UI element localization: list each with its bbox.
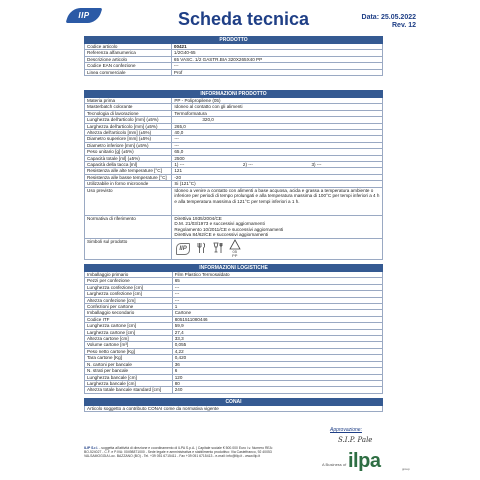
product-table [84,36,383,76]
table-row [85,162,383,168]
approval-label: Approvazione: [330,427,362,433]
field-label: Codice articolo [85,44,172,50]
field-value: Film Plastico Termosaldato [172,272,382,278]
field-value: 2500 [172,155,383,161]
field-value: --- [172,284,382,290]
regulation-line: Direttiva 84/62/CE e successivi aggiornamenti [174,231,269,237]
notch-capacity-3: 3) --- [311,162,322,168]
regulation-line: Direttiva 1935/2004/CE [174,215,222,221]
glass-fork-icon [212,242,224,256]
field-value: --- [172,136,383,142]
field-value: 59,9 [172,323,382,329]
field-label: Imballaggio primario [85,272,173,278]
table-row [85,69,383,75]
signature: S.I.P. Pale [338,436,373,444]
field-label: Lunghezza bancale [cm] [85,374,173,380]
table-row [85,387,383,393]
field-value: 00421 [171,44,382,50]
field-label: Tecnologia di lavorazione [85,110,172,116]
product-heading: PRODOTTO [85,37,383,44]
field-label: Capacità totale [ml] (±5%) [85,155,172,161]
field-value: Si (121°C) [172,181,383,187]
field-value: 1/2G40-65 [171,50,382,56]
ilpa-group-label: group [402,467,410,471]
field-label: Codice ITF [85,316,173,322]
field-label: Larghezza cartone [cm] [85,329,173,335]
field-label: Altezza totale bancale standard [cm] [85,387,173,393]
field-value [172,162,383,168]
conai-table [84,398,383,412]
company-footer [84,446,274,459]
field-value: --- [172,297,382,303]
field-value: Idoneo al contatto con gli alimenti [172,104,383,110]
field-label: Lunghezza dell'articolo [mm] (±5%) [85,117,172,123]
field-label: Lunghezza confezione [cm] [85,284,173,290]
field-value [172,215,383,238]
field-value: --- [172,291,382,297]
logistics-heading: INFORMAZIONI LOGISTICHE [85,265,383,272]
field-value: 65,0 [172,149,383,155]
revision-text: Rev. 12 [392,22,416,29]
field-label: Diametro inferiore [mm] (±5%) [85,142,172,148]
field-label: Tara cartone [Kg] [85,355,173,361]
regulation-line: Regolamento 10/2011/CE e successivi aggiornamenti [174,226,284,232]
field-label: Larghezza dell'articolo [mm] (±5%) [85,123,172,129]
field-value: 240 [172,387,382,393]
field-value: -20 [172,174,383,180]
field-value: 120 [172,374,382,380]
field-value: 80 [172,380,382,386]
date-box [362,14,416,30]
field-label: Referenza alfanumerica [85,50,172,56]
table-row [85,406,383,412]
field-value: 1 [172,304,382,310]
product-symbols [174,239,380,259]
company-details: - soggetta all'attività di direzione e coordinamento di ILPA S.p.A. | Capitale sociale € 500.000 Euro i.v. Numero REA: BO-524027 - C.F. e P.IVA: 00498871000 - Sede legale e amministrativa e stabilimento produttivo: Via Castelfranco, 92 40053 VALSAMOGGIA Loc. BAZZANO (BO) - Tel. +39 051 6715411 - Fax +39 051 6715413 - e-mail: info@ilip.it - www.ilip.it [84,446,273,459]
field-value: --- [172,142,383,148]
field-value: 36 [172,361,382,367]
field-label: Confezioni per cartone [85,304,173,310]
field-label: Peso unitario [g] (±5%) [85,149,172,155]
field-label: N. cartoni per bancale [85,361,173,367]
field-value: 0,420 [172,355,382,361]
recycle-pp-icon [229,239,241,258]
ilip-logo: IIP [66,8,103,23]
notch-capacity-2: 2) --- [242,162,253,168]
resin-code: 05 [232,249,237,255]
field-value: 265,0 [172,123,383,129]
field-value: 8051511080446 [172,316,382,322]
field-value: Prof [171,69,382,75]
product-info-table [84,90,383,260]
product-info-heading: INFORMAZIONI PRODOTTO [85,91,383,98]
field-label: Diametro superiore [mm] (±5%) [85,136,172,142]
regulation-line: D.M. 21/03/1973 e successivi aggiornamenti [174,221,265,227]
field-value: --- [171,63,382,69]
table-row [85,238,383,259]
notch-capacity-1: 1) --- [174,162,185,168]
field-value: 65 [172,278,382,284]
field-label: Linea commerciale [85,69,172,75]
conai-text: Articolo soggetto a contributo CONAI come da normativa vigente [85,406,383,412]
field-label: Masterbatch colorante [85,104,172,110]
field-label: Pezzi per confezione [85,278,173,284]
company-name: ILIP S.r.l. [84,446,99,450]
conai-heading: CONAI [85,399,383,406]
field-value: 121 [172,168,383,174]
field-value: 27,4 [172,329,382,335]
field-label: Simboli sul prodotto [85,238,172,259]
date-text: Data: 25.05.2022 [361,14,416,21]
field-label: Utilizzabile in forno microonde [85,181,172,187]
field-label: Normativa di riferimento [85,215,172,238]
field-label: Volume cartone [m³] [85,342,173,348]
field-value [172,238,383,259]
page-title: Scheda tecnica [178,9,310,29]
field-label: N. strati per bancale [85,368,173,374]
field-value: 40,0 [172,130,383,136]
ilip-mark-icon: IIP [176,243,189,255]
field-label: Descrizione articolo [85,56,172,62]
logistics-table [84,264,383,394]
field-label: Resistenza alle basse temperature [°C] [85,174,172,180]
ilpa-logo: ilpa [348,450,381,472]
field-value: 6 [172,368,382,374]
field-label: Materia prima [85,98,172,104]
field-value: 65 VASC. 1/2 GASTR.BIA 320X265X40 PP [171,56,382,62]
field-label: Larghezza confezione [cm] [85,291,173,297]
field-label: Codice EAN confezione [85,63,172,69]
field-label: Uso previsto [85,187,172,215]
field-label: Altezza cartone [cm] [85,336,173,342]
field-label: Altezza dell'articolo [mm] (±5%) [85,130,172,136]
field-value: 33,3 [172,336,382,342]
field-label: Altezza confezione [cm] [85,297,173,303]
food-safe-icon [195,242,207,256]
field-label: Imballaggio secondario [85,310,173,316]
field-value: 320,0 [172,117,383,123]
field-value: Termoformatura [172,110,383,116]
table-row [85,215,383,238]
field-label: Lunghezza cartone [cm] [85,323,173,329]
resin-label: PP [232,253,238,259]
field-value: 4,22 [172,348,382,354]
field-value: PP - Polipropilene (05) [172,98,383,104]
business-of-label: A Business of [322,462,347,467]
field-label: Larghezza bancale [cm] [85,380,173,386]
field-value: 0,055 [172,342,382,348]
field-label: Capacità della tacca [ml] [85,162,172,168]
field-label: Resistenza alle alte temperature [°C] [85,168,172,174]
field-value: Cartone [172,310,382,316]
intended-use-text: Idoneo a venire a contatto con alimenti a base acquosa, acida e grassa a temperatura ambiente o inferiore per periodi di tempo prolungati e alla temperatura massima di 100°C per tempi inferiori a 4 h e alla temperatura massima di 121°C per tempi inferiori a 1 h. [172,187,383,215]
field-label: Peso netto cartone [Kg] [85,348,173,354]
table-row [85,187,383,215]
